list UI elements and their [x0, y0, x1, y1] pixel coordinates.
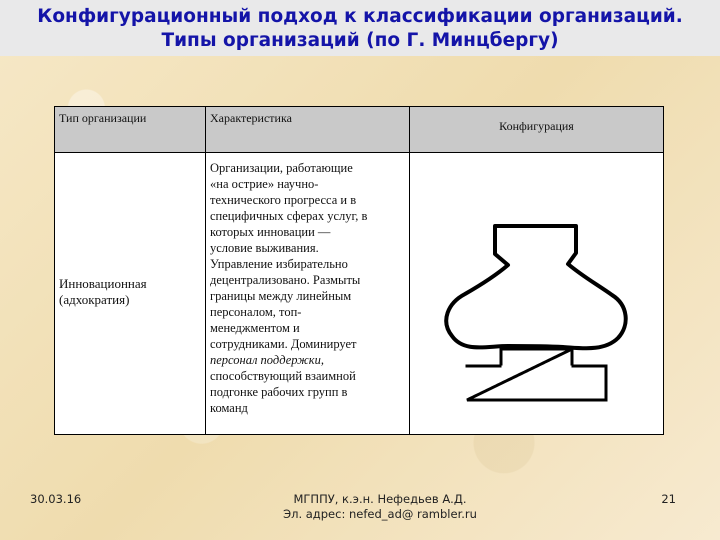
type-line-1: Инновационная	[59, 276, 147, 291]
slide-title	[0, 5, 720, 53]
adhocracy-shape-icon	[446, 226, 625, 348]
header-organization-type: Тип организации	[55, 107, 206, 153]
description-line-6: условие выживания.	[210, 241, 319, 255]
configuration-table-card	[54, 106, 663, 435]
description-line-9: границы между линейным	[210, 289, 352, 303]
description-line-14: способствующий взаимной	[210, 369, 356, 383]
organization-types-table	[54, 106, 664, 435]
footer-author-block	[240, 492, 520, 522]
header-characteristics: Характеристика	[206, 107, 410, 153]
description-line-11: менеджментом и	[210, 321, 300, 335]
footer-date: 30.03.16	[30, 492, 82, 506]
description-line-5: которых инновации —	[210, 225, 331, 239]
type-line-2: (адхократия)	[59, 292, 130, 307]
description-line-15: подгонке рабочих групп в	[210, 385, 348, 399]
table-row	[55, 153, 664, 435]
description-line-7: Управление избирательно	[210, 257, 348, 271]
description-line-4: специфичных сферах услуг, в	[210, 209, 368, 223]
footer-email: Эл. адрес: nefed_ad@ rambler.ru	[283, 507, 477, 521]
description-line-1: Организации, работающие	[210, 161, 353, 175]
description-line-3: технического прогресса и в	[210, 193, 357, 207]
adhocracy-configuration-diagram	[410, 153, 664, 448]
organization-type-cell	[55, 153, 206, 435]
table-header-row	[55, 107, 664, 153]
characteristics-cell	[206, 153, 410, 435]
description-line-16: команд	[210, 401, 248, 415]
description-line-13: персонал поддержки,	[210, 353, 325, 367]
header-configuration: Конфигурация	[410, 107, 664, 153]
configuration-cell	[410, 153, 664, 435]
description-line-12: сотрудниками. Доминирует	[210, 337, 357, 351]
footer-author: МГППУ, к.э.н. Нефедьев А.Д.	[293, 492, 467, 506]
title-line-1: Конфигурационный подход к классификации организаций.	[37, 6, 683, 27]
title-line-2: Типы организаций (по Г. Минцбергу)	[161, 30, 559, 51]
description-line-8: децентрализовано. Размыты	[210, 273, 361, 287]
footer-page-number: 21	[661, 492, 676, 506]
description-line-10: персоналом, топ-	[210, 305, 302, 319]
description-line-2: «на острие» научно-	[210, 177, 319, 191]
support-staff-dotted-icon	[467, 349, 606, 400]
